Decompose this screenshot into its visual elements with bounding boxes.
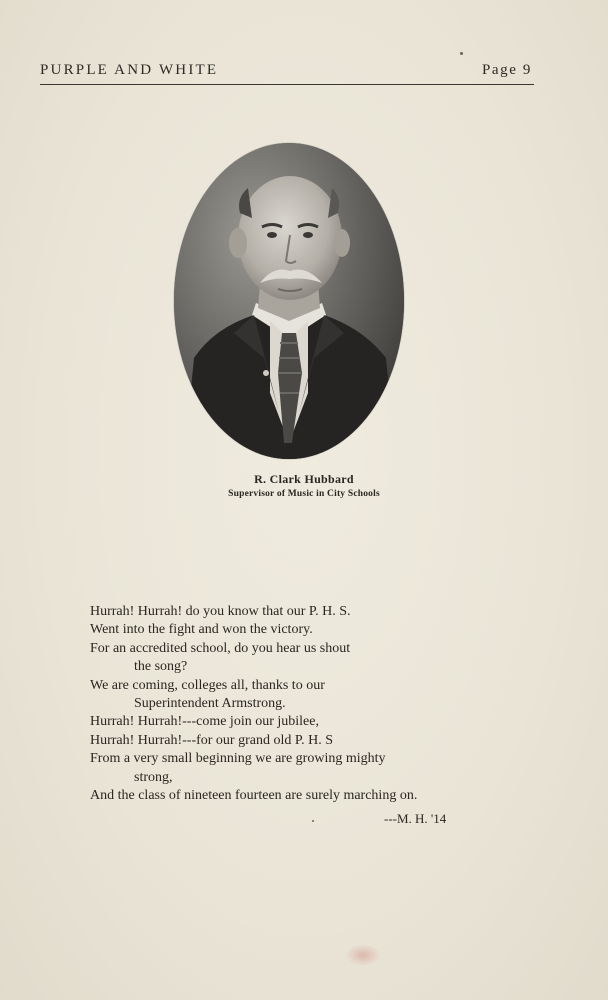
running-header [40,60,534,85]
poem-signature: ---M. H. '14 [384,811,447,826]
poem-line: And the class of nineteen fourteen are surely marching on. [90,788,418,804]
poem-line: strong, [134,769,173,785]
poem [90,603,560,805]
portrait-photo [174,143,404,459]
poem-line: We are coming, colleges all, thanks to our [90,677,325,693]
portrait-illustration [174,143,404,459]
poem-line: Hurrah! Hurrah!---come join our jubilee, [90,714,319,730]
poem-line: Hurrah! Hurrah!---for our grand old P. H. S [90,732,333,748]
paper-stain [347,945,379,965]
poem-line: Superintendent Armstrong. [134,696,286,712]
poem-line: From a very small beginning we are growing mighty [90,751,386,767]
paper-speck [460,52,463,55]
caption-role: Supervisor of Music in City Schools [228,489,380,499]
publication-title: PURPLE AND WHITE [40,62,219,78]
poem-line: Hurrah! Hurrah! do you know that our P. H. S. [90,604,351,619]
caption-name: R. Clark Hubbard [254,472,354,486]
page-number: Page 9 [481,62,532,78]
poem-line: For an accredited school, do you hear us shout [90,640,351,656]
poem-line: Went into the fight and won the victory. [90,622,313,638]
poem-line: the song? [134,659,188,675]
paper-speck [312,820,314,822]
